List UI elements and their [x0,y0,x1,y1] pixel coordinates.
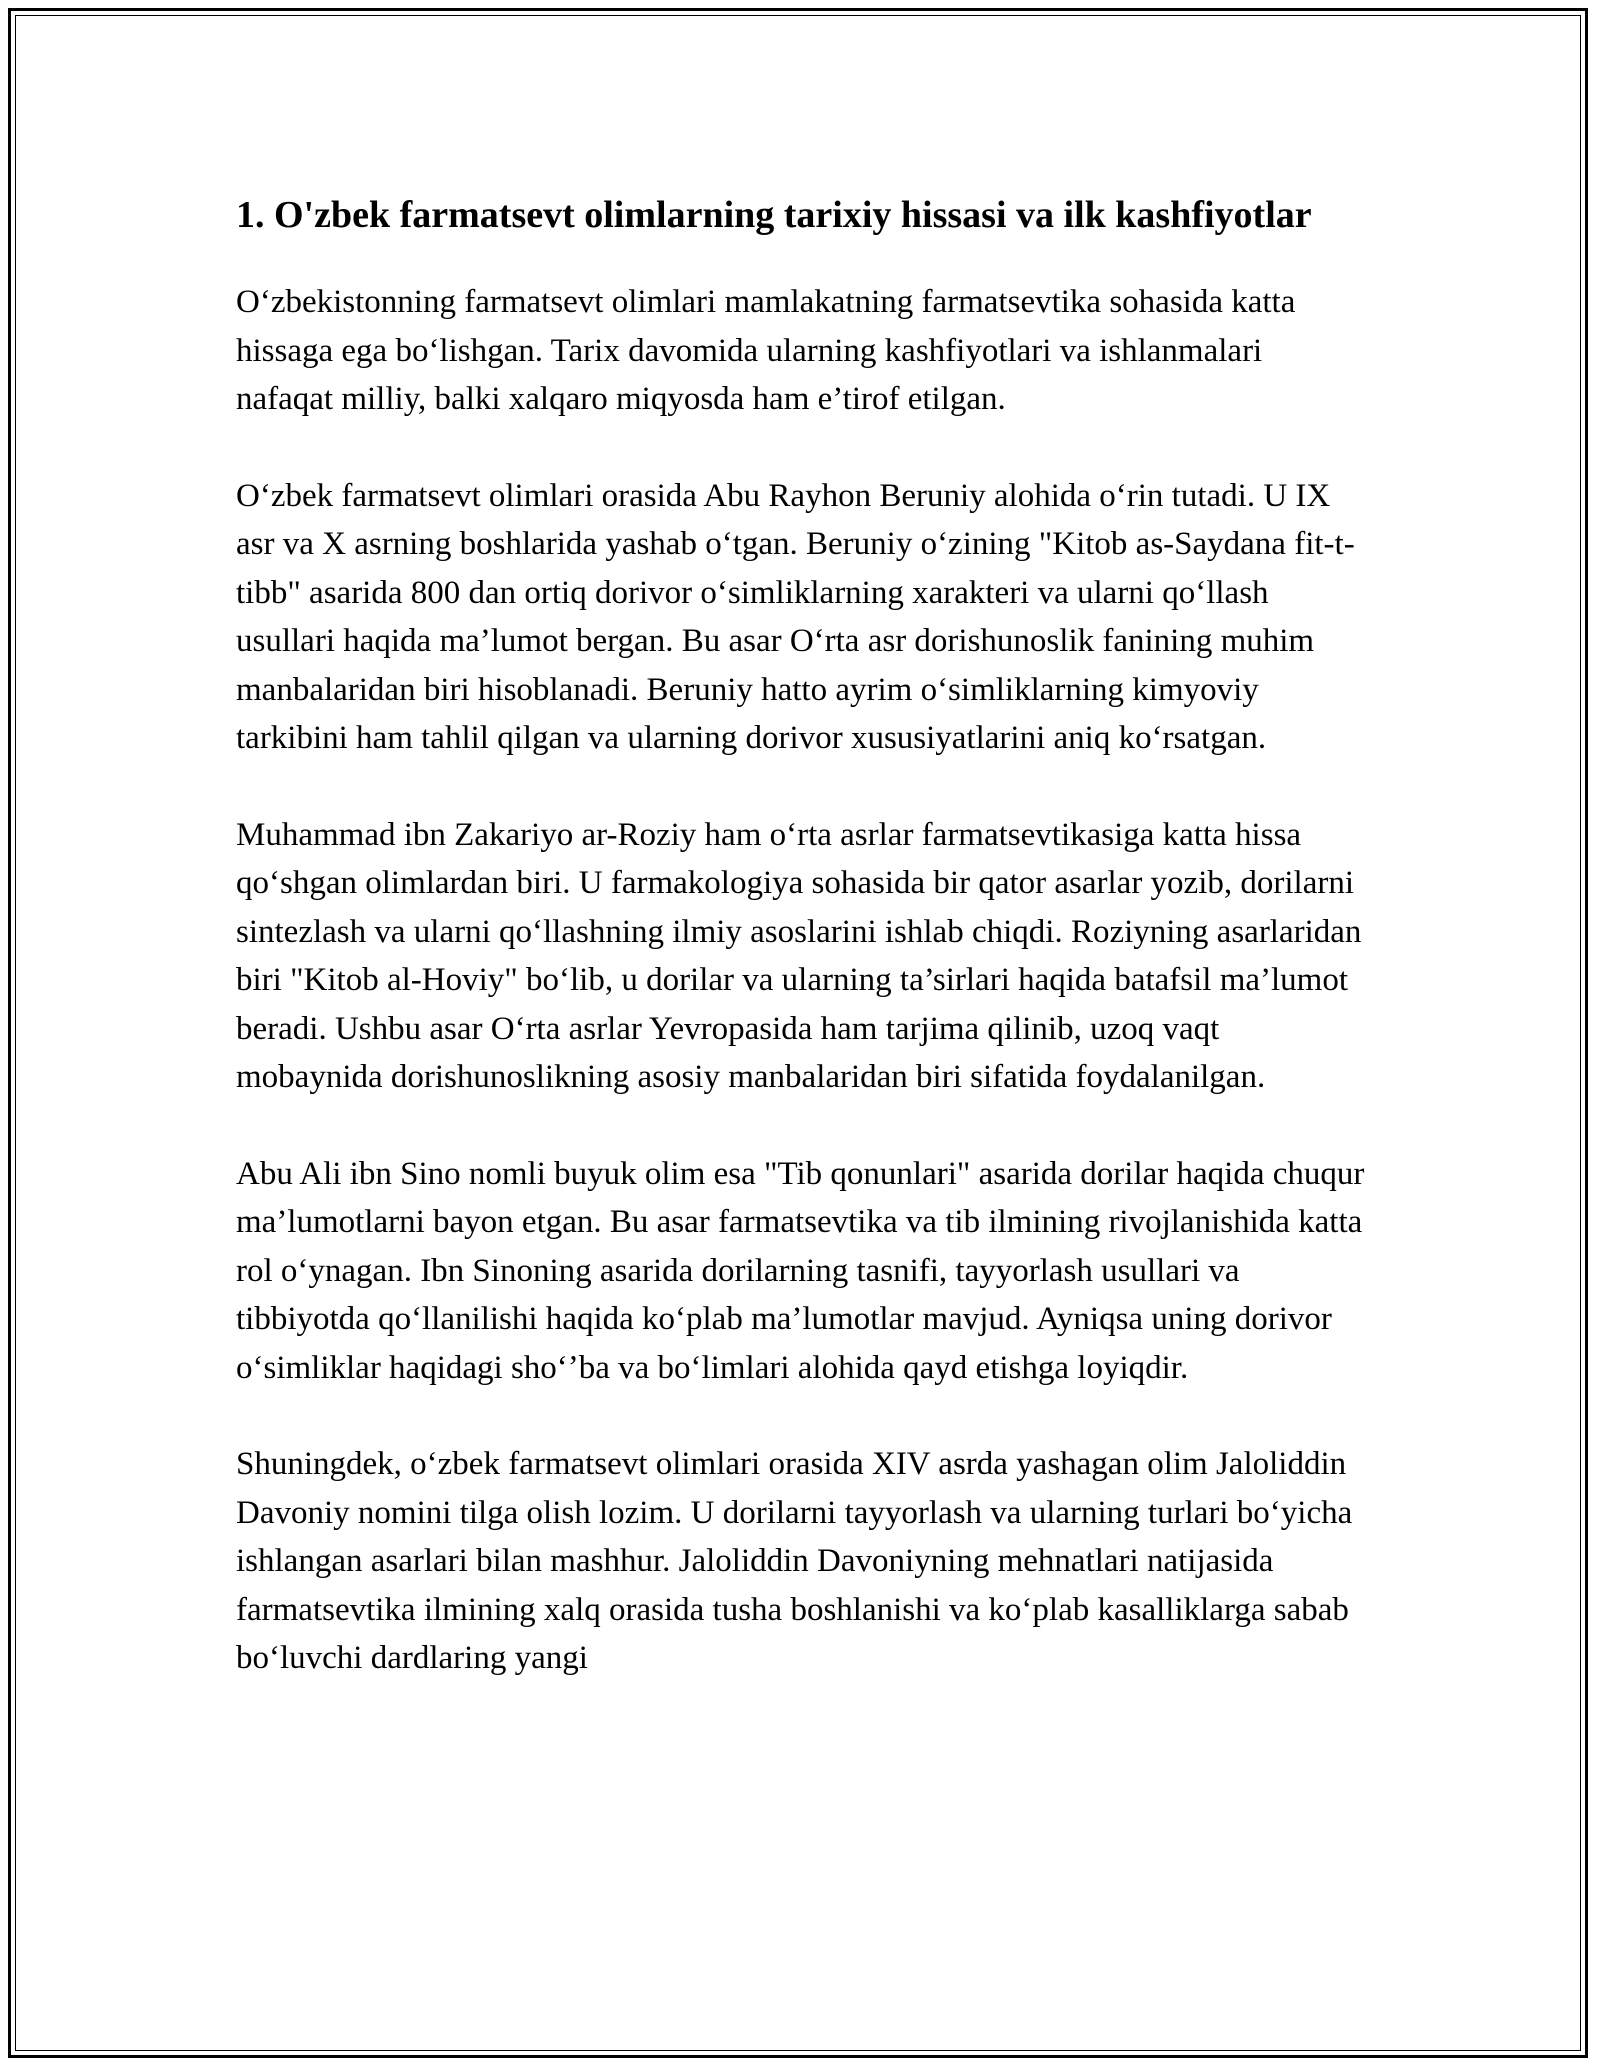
paragraph-roziy: Muhammad ibn Zakariyo ar-Roziy ham oʻrta asrlar farmatsevtikasiga katta hissa qoʻshgan olimlardan biri. U farmakologiya sohasida bir qator asarlar yozib, dorilarni sintezlash va ularni qoʻllashning ilmiy asoslarini ishlab chiqdi. Roziyning asarlaridan biri "Kitob al-Hoviy" boʻlib, u dorilar va ularning ta’sirlari haqida batafsil ma’lumot beradi. Ushbu asar Oʻrta asrlar Yevropasida ham tarjima qilinib, uzoq vaqt mobaynida dorishunoslikning asosiy manbalaridan biri sifatida foydalanilgan. [236,816,1362,1095]
document-body [236,188,1366,1731]
paragraph-davoniy: Shuningdek, oʻzbek farmatsevt olimlari orasida XIV asrda yashagan olim Jaloliddin Davoniy nomini tilga olish lozim. U dorilarni tayyorlash va ularning turlari boʻyicha ishlangan asarlari bilan mashhur. Jaloliddin Davoniyning mehnatlari natijasida farmatsevtika ilmining xalq orasida tusha boshlanishi va koʻplab kasalliklarga sabab boʻluvchi dardlaring yangi [236,1446,1353,1676]
section-heading: 1. O'zbek farmatsevt olimlarning tarixiy hissasi va ilk kashfiyotlar [236,194,1312,236]
paragraph-beruniy: Oʻzbek farmatsevt olimlari orasida Abu Rayhon Beruniy alohida oʻrin tutadi. U IX asr va X asrning boshlarida yashab oʻtgan. Beruniy oʻzining "Kitob as-Saydana fit-t-tibb" asarida 800 dan ortiq dorivor oʻsimliklarning xarakteri va ularni qoʻllash usullari haqida ma’lumot bergan. Bu asar Oʻrta asr dorishunoslik fanining muhim manbalaridan biri hisoblanadi. Beruniy hatto ayrim oʻsimliklarning kimyoviy tarkibini ham tahlil qilgan va ularning dorivor xususiyatlarini aniq koʻrsatgan. [236,477,1355,756]
paragraph-intro: Oʻzbekistonning farmatsevt olimlari mamlakatning farmatsevtika sohasida katta hissaga ega boʻlishgan. Tarix davomida ularning kashfiyotlari va ishlanmalari nafaqat milliy, balki xalqaro miqyosda ham e’tirof etilgan. [236,284,1296,417]
paragraph-ibn-sino: Abu Ali ibn Sino nomli buyuk olim esa "Tib qonunlari" asarida dorilar haqida chuqur ma’lumotlarni bayon etgan. Bu asar farmatsevtika va tib ilmining rivojlanishida katta rol oʻynagan. Ibn Sinoning asarida dorilarning tasnifi, tayyorlash usullari va tibbiyotda qoʻllanilishi haqida koʻplab ma’lumotlar mavjud. Ayniqsa uning dorivor oʻsimliklar haqidagi shoʻʼba va boʻlimlari alohida qayd etishga loyiqdir. [236,1155,1365,1386]
